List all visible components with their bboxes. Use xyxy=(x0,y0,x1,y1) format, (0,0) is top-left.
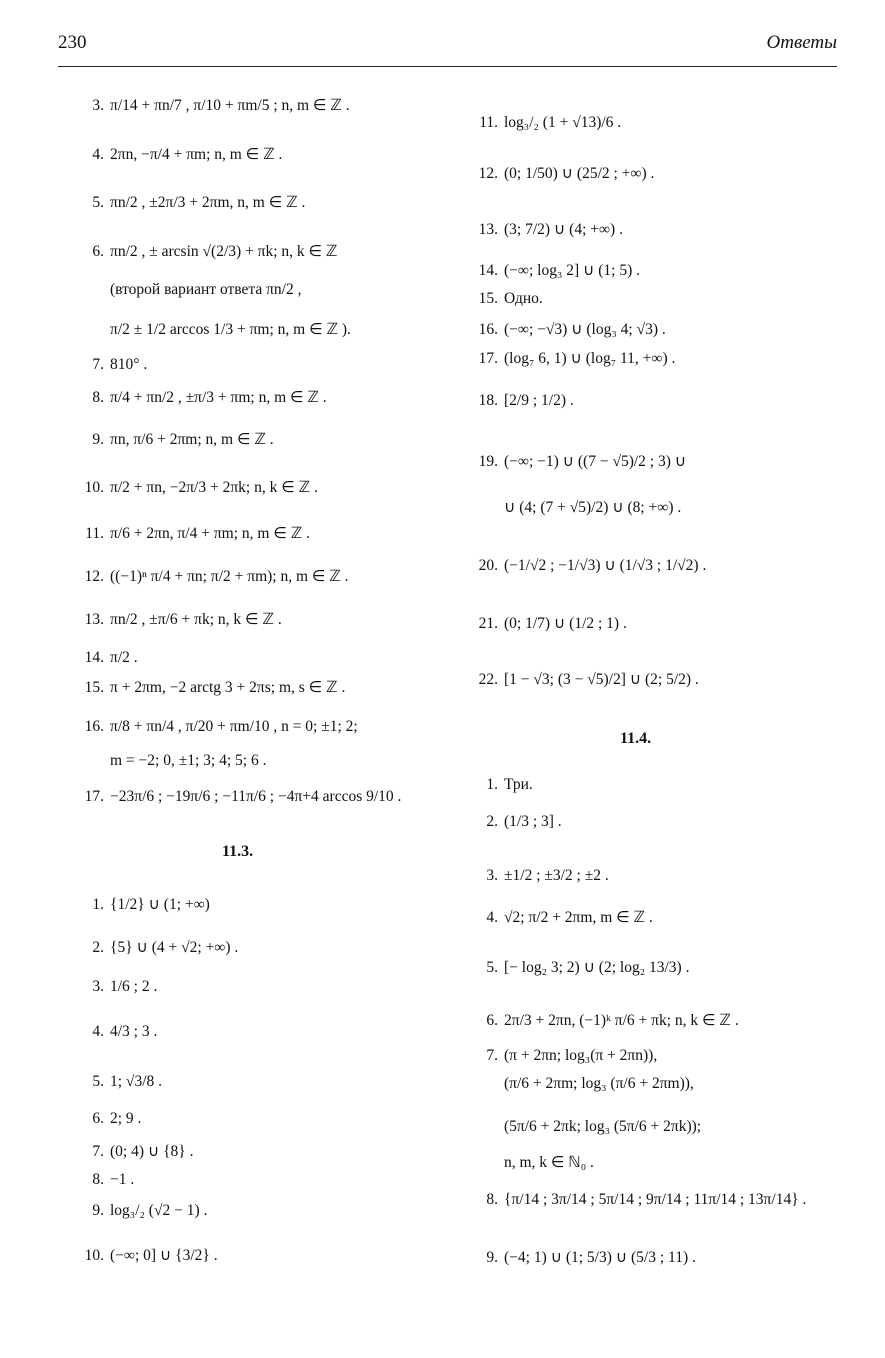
answer-item xyxy=(466,261,640,280)
answer-item xyxy=(72,610,282,629)
answer-number: 3. xyxy=(92,97,104,114)
answer-item xyxy=(466,1248,696,1267)
answer-number: 14. xyxy=(478,262,498,279)
section-heading-11-4: 11.4. xyxy=(620,730,652,747)
answer-item xyxy=(72,649,138,667)
answer-item xyxy=(466,1153,594,1172)
answer-item xyxy=(72,1073,162,1091)
answer-text: πn, π/6 + 2πm; n, m ∈ ℤ . xyxy=(110,431,274,448)
answer-item xyxy=(466,958,689,977)
answer-number: 7. xyxy=(486,1047,498,1064)
answer-item xyxy=(72,938,238,957)
answer-text: (−∞; 0] ∪ {3/2} . xyxy=(110,1247,218,1264)
answer-item xyxy=(72,1171,134,1189)
answer-text: 2; 9 . xyxy=(110,1110,142,1127)
answer-text: log₃/₂ (1 + √13)/6 . xyxy=(504,114,622,131)
answer-text: log₃/₂ (√2 − 1) . xyxy=(110,1202,208,1219)
answer-item xyxy=(72,567,349,586)
answer-item xyxy=(72,1023,157,1041)
answer-item xyxy=(72,430,274,449)
answer-text: (0; 4) ∪ {8} . xyxy=(110,1143,194,1160)
answer-number: 3. xyxy=(92,978,104,995)
answer-number: 11. xyxy=(85,525,104,542)
answer-item xyxy=(466,1118,701,1136)
answer-number: 17. xyxy=(84,788,104,805)
answer-number: 1. xyxy=(486,776,498,793)
answer-item xyxy=(72,788,401,806)
page-header xyxy=(58,30,837,67)
answer-text: πn/2 , ± arcsin √(2/3) + πk; n, k ∈ ℤ xyxy=(110,243,338,260)
answer-text: (второй вариант ответа πn/2 , xyxy=(110,281,302,298)
answer-text: ((−1)ⁿ π/4 + πn; π/2 + πm); n, m ∈ ℤ . xyxy=(110,568,349,585)
answer-number: 18. xyxy=(478,392,498,409)
running-title: Ответы xyxy=(766,32,837,53)
answer-number: 8. xyxy=(92,1171,104,1188)
answer-number: 1. xyxy=(92,896,104,913)
answer-text: π + 2πm, −2 arctg 3 + 2πs; m, s ∈ ℤ . xyxy=(110,679,346,696)
answer-item xyxy=(72,1246,218,1265)
answer-text: (1/3 ; 3] . xyxy=(504,813,562,830)
answer-text: [2/9 ; 1/2) . xyxy=(504,392,574,409)
answer-text: π/6 + 2πn, π/4 + πm; n, m ∈ ℤ . xyxy=(110,525,310,542)
answer-number: 22. xyxy=(478,671,498,688)
answer-item xyxy=(466,320,666,339)
answer-text: (log₇ 6, 1) ∪ (log₇ 11, +∞) . xyxy=(504,350,676,367)
answer-item xyxy=(72,388,327,407)
answer-number: 16. xyxy=(84,718,104,735)
answer-item xyxy=(466,498,681,517)
answer-text: 1/6 ; 2 . xyxy=(110,978,158,995)
answer-item xyxy=(72,478,318,497)
answer-item xyxy=(466,776,533,794)
answer-item xyxy=(466,1191,806,1209)
answer-text: 1; √3/8 . xyxy=(110,1073,162,1090)
answer-number: 9. xyxy=(92,431,104,448)
answer-text: 2π/3 + 2πn, (−1)ᵏ π/6 + πk; n, k ∈ ℤ . xyxy=(504,1012,739,1029)
answer-text: πn/2 , ±π/6 + πk; n, k ∈ ℤ . xyxy=(110,611,282,628)
answer-number: 4. xyxy=(92,1023,104,1040)
answer-item xyxy=(72,978,157,996)
answer-item xyxy=(72,895,210,914)
answer-item xyxy=(72,193,305,212)
answer-text: π/14 + πn/7 , π/10 + πm/5 ; n, m ∈ ℤ . xyxy=(110,97,350,114)
answer-number: 10. xyxy=(84,479,104,496)
answer-number: 4. xyxy=(92,146,104,163)
answer-text: 4/3 ; 3 . xyxy=(110,1023,158,1040)
answer-number: 19. xyxy=(478,453,498,470)
answer-number: 8. xyxy=(92,389,104,406)
answer-number: 21. xyxy=(478,615,498,632)
answer-text: π/2 . xyxy=(110,649,138,666)
answer-text: {1/2} ∪ (1; +∞) xyxy=(110,896,210,913)
answer-item xyxy=(466,349,675,368)
answer-number: 15. xyxy=(478,290,498,307)
answer-number: 17. xyxy=(478,350,498,367)
answer-number: 5. xyxy=(486,959,498,976)
answer-number: 2. xyxy=(92,939,104,956)
answer-text: Три. xyxy=(504,776,533,793)
answer-text: (3; 7/2) ∪ (4; +∞) . xyxy=(504,221,623,238)
answer-item xyxy=(72,678,345,697)
answer-text: [− log₂ 3; 2) ∪ (2; log₂ 13/3) . xyxy=(504,959,690,976)
answer-text: (−4; 1) ∪ (1; 5/3) ∪ (5/3 ; 11) . xyxy=(504,1249,696,1266)
answer-text: m = −2; 0, ±1; 3; 4; 5; 6 . xyxy=(110,752,267,769)
answer-text: 810° . xyxy=(110,356,148,373)
answer-text: π/4 + πn/2 , ±π/3 + πm; n, m ∈ ℤ . xyxy=(110,389,327,406)
answer-number: 8. xyxy=(486,1191,498,1208)
answer-item xyxy=(466,114,621,132)
answer-text: π/2 + πn, −2π/3 + 2πk; n, k ∈ ℤ . xyxy=(110,479,318,496)
answer-number: 9. xyxy=(486,1249,498,1266)
answer-item xyxy=(72,96,350,115)
answer-item xyxy=(72,752,266,770)
answer-item xyxy=(466,164,654,183)
answer-number: 20. xyxy=(478,557,498,574)
answer-text: ∪ (4; (7 + √5)/2) ∪ (8; +∞) . xyxy=(504,499,682,516)
answer-text: Одно. xyxy=(504,290,543,307)
answer-item xyxy=(72,1202,207,1220)
answer-number: 7. xyxy=(92,1143,104,1160)
answer-text: 2πn, −π/4 + πm; n, m ∈ ℤ . xyxy=(110,146,283,163)
answer-text: −1 . xyxy=(110,1171,135,1188)
answer-item xyxy=(466,392,574,410)
answer-text: (π/6 + 2πm; log₃ (π/6 + 2πm)), xyxy=(504,1075,694,1092)
page-number: 230 xyxy=(58,32,87,53)
answer-item xyxy=(466,1075,694,1093)
answer-number: 14. xyxy=(84,649,104,666)
answer-text: ±1/2 ; ±3/2 ; ±2 . xyxy=(504,867,609,884)
answer-number: 3. xyxy=(486,867,498,884)
answer-number: 12. xyxy=(478,165,498,182)
answer-text: (−∞; −1) ∪ ((7 − √5)/2 ; 3) ∪ xyxy=(504,453,687,470)
answer-number: 2. xyxy=(486,813,498,830)
answer-text: (−1/√2 ; −1/√3) ∪ (1/√3 ; 1/√2) . xyxy=(504,557,707,574)
section-heading-11-3: 11.3. xyxy=(222,843,254,860)
answer-text: (π + 2πn; log₃(π + 2πn)), xyxy=(504,1047,658,1064)
answer-item xyxy=(72,1142,193,1161)
answer-item xyxy=(466,1047,657,1065)
answer-text: π/2 ± 1/2 arccos 1/3 + πm; n, m ∈ ℤ ). xyxy=(110,321,351,338)
answer-number: 10. xyxy=(84,1247,104,1264)
answer-item xyxy=(72,242,337,261)
answer-text: (0; 1/7) ∪ (1/2 ; 1) . xyxy=(504,615,627,632)
answer-number: 5. xyxy=(92,194,104,211)
answer-item xyxy=(466,452,686,471)
answer-item xyxy=(466,867,609,885)
answer-text: π/8 + πn/4 , π/20 + πm/10 , n = 0; ±1; 2; xyxy=(110,718,358,735)
answer-number: 9. xyxy=(92,1202,104,1219)
answer-item xyxy=(72,281,301,299)
answer-number: 4. xyxy=(486,909,498,926)
answer-text: {π/14 ; 3π/14 ; 5π/14 ; 9π/14 ; 11π/14 ; 13π/14} . xyxy=(504,1191,807,1208)
answer-text: [1 − √3; (3 − √5)/2] ∪ (2; 5/2) . xyxy=(504,671,699,688)
answer-number: 12. xyxy=(84,568,104,585)
answer-item xyxy=(466,556,706,575)
answer-item xyxy=(466,813,562,831)
answer-item xyxy=(466,670,699,689)
answer-text: {5} ∪ (4 + √2; +∞) . xyxy=(110,939,239,956)
answer-text: πn/2 , ±2π/3 + 2πm, n, m ∈ ℤ . xyxy=(110,194,306,211)
answer-number: 7. xyxy=(92,356,104,373)
answer-number: 6. xyxy=(92,243,104,260)
answer-text: (−∞; −√3) ∪ (log₃ 4; √3) . xyxy=(504,321,666,338)
answer-item xyxy=(72,356,147,374)
answer-number: 13. xyxy=(478,221,498,238)
answer-item xyxy=(72,718,358,736)
answer-number: 6. xyxy=(486,1012,498,1029)
answer-number: 16. xyxy=(478,321,498,338)
answer-text: −23π/6 ; −19π/6 ; −11π/6 ; −4π+4 arccos 9/10 . xyxy=(110,788,402,805)
answer-text: (5π/6 + 2πk; log₃ (5π/6 + 2πk)); xyxy=(504,1118,702,1135)
answer-text: n, m, k ∈ ℕ₀ . xyxy=(504,1154,594,1171)
answer-item xyxy=(466,290,543,308)
answer-text: (−∞; log₃ 2] ∪ (1; 5) . xyxy=(504,262,640,279)
answer-text: (0; 1/50) ∪ (25/2 ; +∞) . xyxy=(504,165,655,182)
answer-item xyxy=(466,908,653,927)
answer-number: 5. xyxy=(92,1073,104,1090)
answer-number: 13. xyxy=(84,611,104,628)
answer-item xyxy=(72,145,282,164)
answer-number: 15. xyxy=(84,679,104,696)
answer-number: 6. xyxy=(92,1110,104,1127)
answer-item xyxy=(466,220,623,239)
answer-item xyxy=(466,1011,739,1030)
answer-item xyxy=(72,1110,141,1128)
answer-item xyxy=(72,524,310,543)
answer-number: 11. xyxy=(479,114,498,131)
answer-item xyxy=(72,320,351,339)
answer-text: √2; π/2 + 2πm, m ∈ ℤ . xyxy=(504,909,653,926)
answer-item xyxy=(466,614,627,633)
